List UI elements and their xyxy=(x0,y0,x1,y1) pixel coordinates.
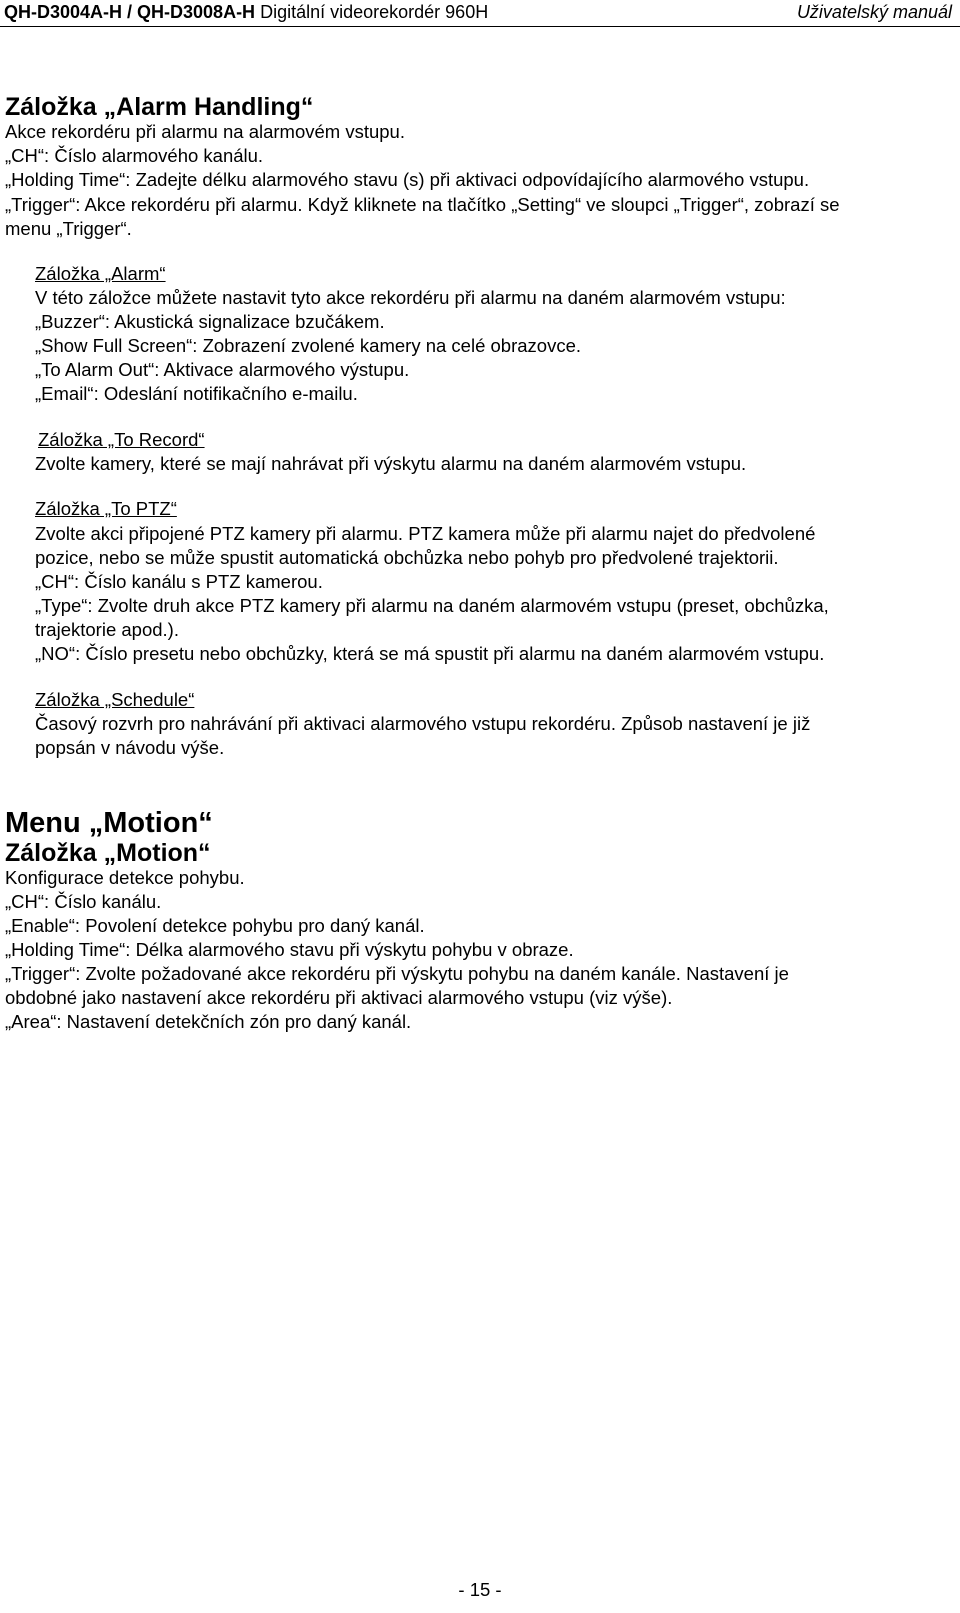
page-header xyxy=(0,0,960,26)
page-number: - 15 - xyxy=(458,1579,502,1600)
to-ptz-tab-line: Zvolte akci připojené PTZ kamery při alarmu. PTZ kamera může při alarmu najet do předvolené xyxy=(35,523,816,544)
motion-line: „Enable“: Povolení detekce pohybu pro daný kanál. xyxy=(5,915,425,936)
motion-line: „Holding Time“: Délka alarmového stavu při výskytu pohybu v obraze. xyxy=(5,939,574,960)
motion-line: „CH“: Číslo kanálu. xyxy=(5,891,162,912)
to-record-tab-line: Zvolte kamery, které se mají nahrávat při výskytu alarmu na daném alarmovém vstupu. xyxy=(35,453,747,474)
alarm-handling-line: menu „Trigger“. xyxy=(5,218,132,239)
schedule-tab-title: Záložka „Schedule“ xyxy=(35,689,195,710)
alarm-tab-line: V této záložce můžete nastavit tyto akce rekordéru při alarmu na daném alarmovém vstupu: xyxy=(35,287,786,308)
alarm-tab-line: „Show Full Screen“: Zobrazení zvolené kamery na celé obrazovce. xyxy=(35,335,582,356)
alarm-handling-line: „CH“: Číslo alarmového kanálu. xyxy=(5,145,264,166)
to-ptz-tab-line: „CH“: Číslo kanálu s PTZ kamerou. xyxy=(35,571,323,592)
to-ptz-tab-line: trajektorie apod.). xyxy=(35,619,179,640)
to-ptz-tab-title: Záložka „To PTZ“ xyxy=(35,498,177,519)
header-manual: Uživatelský manuál xyxy=(796,2,952,22)
motion-tab-title: Záložka „Motion“ xyxy=(5,839,211,867)
motion-line: Konfigurace detekce pohybu. xyxy=(5,867,245,888)
motion-line: obdobné jako nastavení akce rekordéru při aktivaci alarmového vstupu (viz výše). xyxy=(5,987,673,1008)
header-product: Digitální videorekordér 960H xyxy=(260,2,489,22)
to-ptz-tab-line: „Type“: Zvolte druh akce PTZ kamery při alarmu na daném alarmovém vstupu (preset, obchůzka, xyxy=(35,595,829,616)
schedule-tab-line: popsán v návodu výše. xyxy=(35,737,225,758)
schedule-tab-line: Časový rozvrh pro nahrávání při aktivaci alarmového vstupu rekordéru. Způsob nastavení je již xyxy=(35,713,811,734)
alarm-tab-line: „Buzzer“: Akustická signalizace bzučákem. xyxy=(35,311,385,332)
to-ptz-tab-line: pozice, nebo se může spustit automatická obchůzka nebo pohyb pro předvolené trajektorii. xyxy=(35,547,779,568)
alarm-handling-line: „Trigger“: Akce rekordéru při alarmu. Když kliknete na tlačítko „Setting“ ve sloupci „Trigger“, zobrazí se xyxy=(5,194,840,215)
alarm-handling-title: Záložka „Alarm Handling“ xyxy=(5,93,314,121)
header-divider xyxy=(0,26,960,27)
alarm-tab-title: Záložka „Alarm“ xyxy=(35,263,166,284)
alarm-tab-line: „Email“: Odeslání notifikačního e-mailu. xyxy=(35,383,358,404)
motion-menu-title: Menu „Motion“ xyxy=(5,807,213,839)
alarm-tab-line: „To Alarm Out“: Aktivace alarmového výstupu. xyxy=(35,359,410,380)
motion-line: „Trigger“: Zvolte požadované akce rekordéru při výskytu pohybu na daném kanále. Nastavení je xyxy=(5,963,789,984)
header-model: QH-D3004A-H / QH-D3008A-H xyxy=(4,2,256,22)
motion-line: „Area“: Nastavení detekčních zón pro daný kanál. xyxy=(5,1011,412,1032)
to-ptz-tab-line: „NO“: Číslo presetu nebo obchůzky, která se má spustit při alarmu na daném alarmovém vstupu. xyxy=(35,643,825,664)
alarm-handling-line: „Holding Time“: Zadejte délku alarmového stavu (s) při aktivaci odpovídajícího alarmového vstupu. xyxy=(5,169,810,190)
alarm-handling-line: Akce rekordéru při alarmu na alarmovém vstupu. xyxy=(5,121,405,142)
to-record-tab-title: Záložka „To Record“ xyxy=(38,429,205,450)
